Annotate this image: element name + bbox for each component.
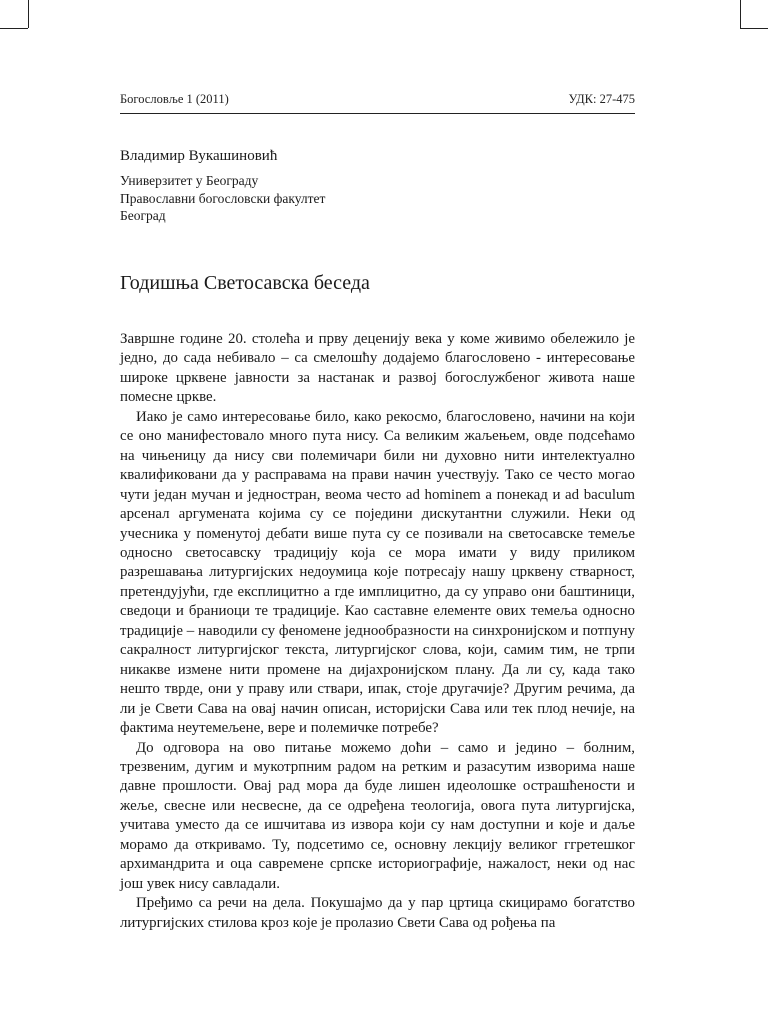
body-paragraph: Иако је само интересовање било, како рекосмо, благословено, начини на који се оно манифестовало много пута нису. Са великим жаљењем, овде подсећамо на чињеницу да нису сви полемичари били ни духовно нити интелектуално квалификовани да у расправама на прави начин учествују. Тако се често могао чути један мучан и једностран, веома често ad hominem а понекад и ad baculum арсенал аргумената којима су се поједини дискутантни служили. Неки од учесника у поменутој дебати више пута су се позивали на светосавске темеље односно светосавску традицију која се мора имати у виду приликом разрешавања литургијских недоумица које потресају нашу црквену стварност, претендујући, где експлицитно а где имплицитно, да су управо они баштиници, сведоци и браниоци те традиције. Као саставне елементе ових темеља односно традиције – наводили су феномене једнообразности на синхронијском и потпуну сакралност литургијског текста, литургијског слова, који, самим тим, не трпи никакве измене нити промене на дијахронијском плану. Да ли су, када тако нешто тврде, они у праву или ствари, ипак, стоје другачије? Другим речима, да ли је Свети Сава на овај начин описан, историјски Сава или тек плод нечије, на фактима неутемељене, вере и полемичке потребе? [120,408,635,737]
article-title: Годишња Светосавска беседа [120,272,370,294]
article-body [120,330,635,933]
affiliation [120,172,325,225]
body-paragraph: Завршне године 20. столећа и прву деценију века у коме живимо обележило је једно, до сада небивало – са смелошћу додајемо благословено - интересовање широке црквене јавности за настанак и развој богослужбеног живота наше помесне цркве. [120,331,635,406]
journal-citation: Богословље 1 (2011) [120,92,229,106]
udk-code: УДК: 27-475 [568,92,635,106]
affiliation-line: Универзитет у Београду [120,173,259,188]
affiliation-line: Београд [120,208,166,223]
author-name: Владимир Вукашиновић [120,148,278,164]
crop-mark-top-right [740,0,741,28]
body-paragraph: До одговора на ово питање можемо доћи – само и једино – болним, трезвеним, дугим и мукотрпним радом на ретким и разасутим изворима наше давне прошлости. Овај рад мора да буде лишен идеолошке острашћености и жеље, свесне или несвесне, да се одређена теологија, овога пута литургијска, учитава уместо да се ишчитава из извора који су нам доступни и које и даље морамо да откривамо. Ту, подсетимо се, основну лекцију великог ггретешког архимандрита и оца савремене српске историографије, нажалост, неки од нас још увек нису савладали. [120,739,635,892]
header-rule [120,113,635,114]
crop-mark-top-right-h [740,28,768,29]
running-header [120,92,635,107]
body-paragraph: Пређимо са речи на дела. Покушајмо да у пар цртица скицирамо богатство литургијских стилова кроз које је пролазио Свети Сава од рођења па [120,895,635,931]
affiliation-line: Православни богословски факултет [120,190,326,206]
crop-mark-top-left [28,0,29,28]
crop-mark-top-left-h [0,28,28,29]
